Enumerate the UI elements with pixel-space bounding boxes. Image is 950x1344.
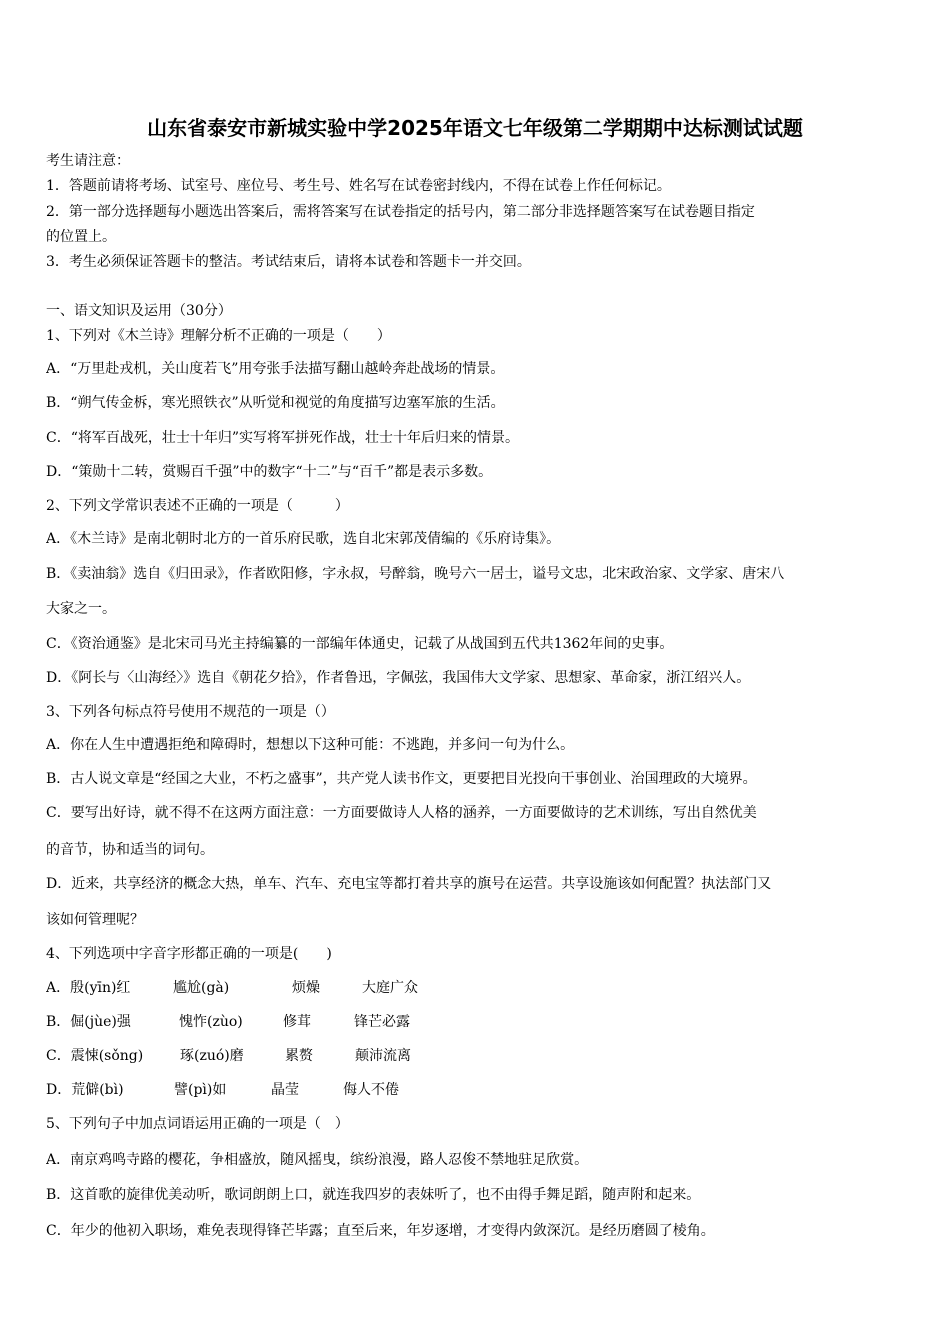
q4-option-b: [46, 1012, 912, 1032]
q4-c-item: 累赘: [285, 1048, 313, 1064]
q4-d-item: 侮人不倦: [343, 1082, 399, 1098]
q1-option-b: B．“朔气传金柝，寒光照铁衣”从听觉和视觉的角度描写边塞军旅的生活。: [46, 395, 505, 411]
q3-option-b: B．古人说文章是“经国之大业，不朽之盛事”，共产党人读书作文，更要把目光投向干事创业、治国理政的大境界。: [46, 771, 757, 787]
q1-option-c: C．“将军百战死，壮士十年归”实写将军拼死作战，壮士十年后归来的情景。: [46, 430, 520, 446]
q4-b-item: 锋芒必露: [354, 1014, 410, 1030]
q5-option-c: C．年少的他初入职场，难免表现得锋芒毕露；直至后来，年岁逐增，才变得内敛深沉。是经历磨圆了棱角。: [46, 1223, 715, 1239]
q4-d-item: 晶莹: [271, 1082, 299, 1098]
q4-option-a: [46, 978, 912, 998]
q4-option-c: [46, 1046, 912, 1066]
q3-option-c-line1: C．要写出好诗，就不得不在这两方面注意：一方面要做诗人人格的涵养，一方面要做诗的艺术训练，写出自然优美: [46, 805, 757, 821]
q4-c-item: 琢(zuó)磨: [180, 1048, 244, 1064]
q3-option-a: A．你在人生中遭遇拒绝和障碍时，想想以下这种可能：不逃跑，并多问一句为什么。: [46, 737, 575, 753]
q2-option-b-line1: B．《卖油翁》选自《归田录》，作者欧阳修，字永叔，号醉翁，晚号六一居士，谥号文忠，北宋政治家、文学家、唐宋八: [46, 566, 785, 582]
q4-c-item: 颠沛流离: [355, 1048, 411, 1064]
notice-item-2a: 2．第一部分选择题每小题选出答案后，需将答案写在试卷指定的括号内，第二部分非选择题答案写在试卷题目指定: [46, 204, 755, 220]
q2-option-d: D．《阿长与〈山海经〉》选自《朝花夕拾》，作者鲁迅，字佩弦，我国伟大文学家、思想家、革命家，浙江绍兴人。: [46, 670, 751, 686]
q5-stem: 5、下列句子中加点词语运用正确的一项是（ ）: [46, 1116, 349, 1132]
q3-stem: 3、下列各句标点符号使用不规范的一项是（）: [46, 704, 335, 720]
q4-b-item: 修茸: [283, 1014, 311, 1030]
notice-item-1: 1．答题前请将考场、试室号、座位号、考生号、姓名写在试卷密封线内，不得在试卷上作任何标记。: [46, 178, 671, 194]
q1-option-d: D．“策勋十二转，赏赐百千强”中的数字“十二”与“百千”都是表示多数。: [46, 464, 493, 480]
notice-item-2b: 的位置上。: [46, 229, 116, 245]
q4-d-item: D．荒僻(bì): [46, 1082, 124, 1098]
q3-option-d-line2: 该如何管理呢？: [46, 912, 144, 928]
q4-a-item: 大庭广众: [362, 980, 418, 996]
q2-option-c: C．《资治通鉴》是北宋司马光主持编纂的一部编年体通史，记载了从战国到五代共1362年间的史事。: [46, 636, 674, 652]
q1-stem: 1、下列对《木兰诗》理解分析不正确的一项是（ ）: [46, 328, 391, 344]
notice-heading: 考生请注意：: [46, 153, 130, 169]
document-title: 山东省泰安市新城实验中学2025年语文七年级第二学期期中达标测试试题: [147, 116, 803, 140]
q4-a-item: 尴尬(gà): [173, 980, 230, 996]
q2-stem: 2、下列文学常识表述不正确的一项是（ ）: [46, 498, 349, 514]
q5-option-b: B．这首歌的旋律优美动听，歌词朗朗上口，就连我四岁的表妹听了，也不由得手舞足蹈，随声附和起来。: [46, 1187, 701, 1203]
q4-stem: 4、下列选项中字音字形都正确的一项是( ): [46, 946, 332, 962]
q3-option-c-line2: 的音节，协和适当的词句。: [46, 842, 214, 858]
q1-option-a: A．“万里赴戎机，关山度若飞”用夸张手法描写翻山越岭奔赴战场的情景。: [46, 361, 505, 377]
q4-a-item: A．殷(yīn)红: [46, 980, 131, 996]
section-heading: 一、语文知识及运用（30分）: [46, 303, 232, 319]
q5-option-a: A．南京鸡鸣寺路的樱花，争相盛放，随风摇曳，缤纷浪漫，路人忍俊不禁地驻足欣赏。: [46, 1152, 589, 1168]
q3-option-d-line1: D．近来，共享经济的概念大热，单车、汽车、充电宝等都打着共享的旗号在运营。共享设施该如何配置？执法部门又: [46, 876, 772, 892]
q4-c-item: C．震悚(sǒng): [46, 1048, 144, 1064]
q2-option-b-line2: 大家之一。: [46, 601, 116, 617]
q4-b-item: B．倔(jùe)强: [46, 1014, 131, 1030]
q2-option-a: A．《木兰诗》是南北朝时北方的一首乐府民歌，选自北宋郭茂倩编的《乐府诗集》。: [46, 531, 561, 547]
q4-d-item: 譬(pì)如: [174, 1082, 227, 1098]
q4-b-item: 愧怍(zùo): [179, 1014, 243, 1030]
q4-a-item: 烦燥: [292, 980, 320, 996]
notice-item-3: 3．考生必须保证答题卡的整洁。考试结束后，请将本试卷和答题卡一并交回。: [46, 254, 531, 270]
q4-option-d: [46, 1080, 912, 1100]
